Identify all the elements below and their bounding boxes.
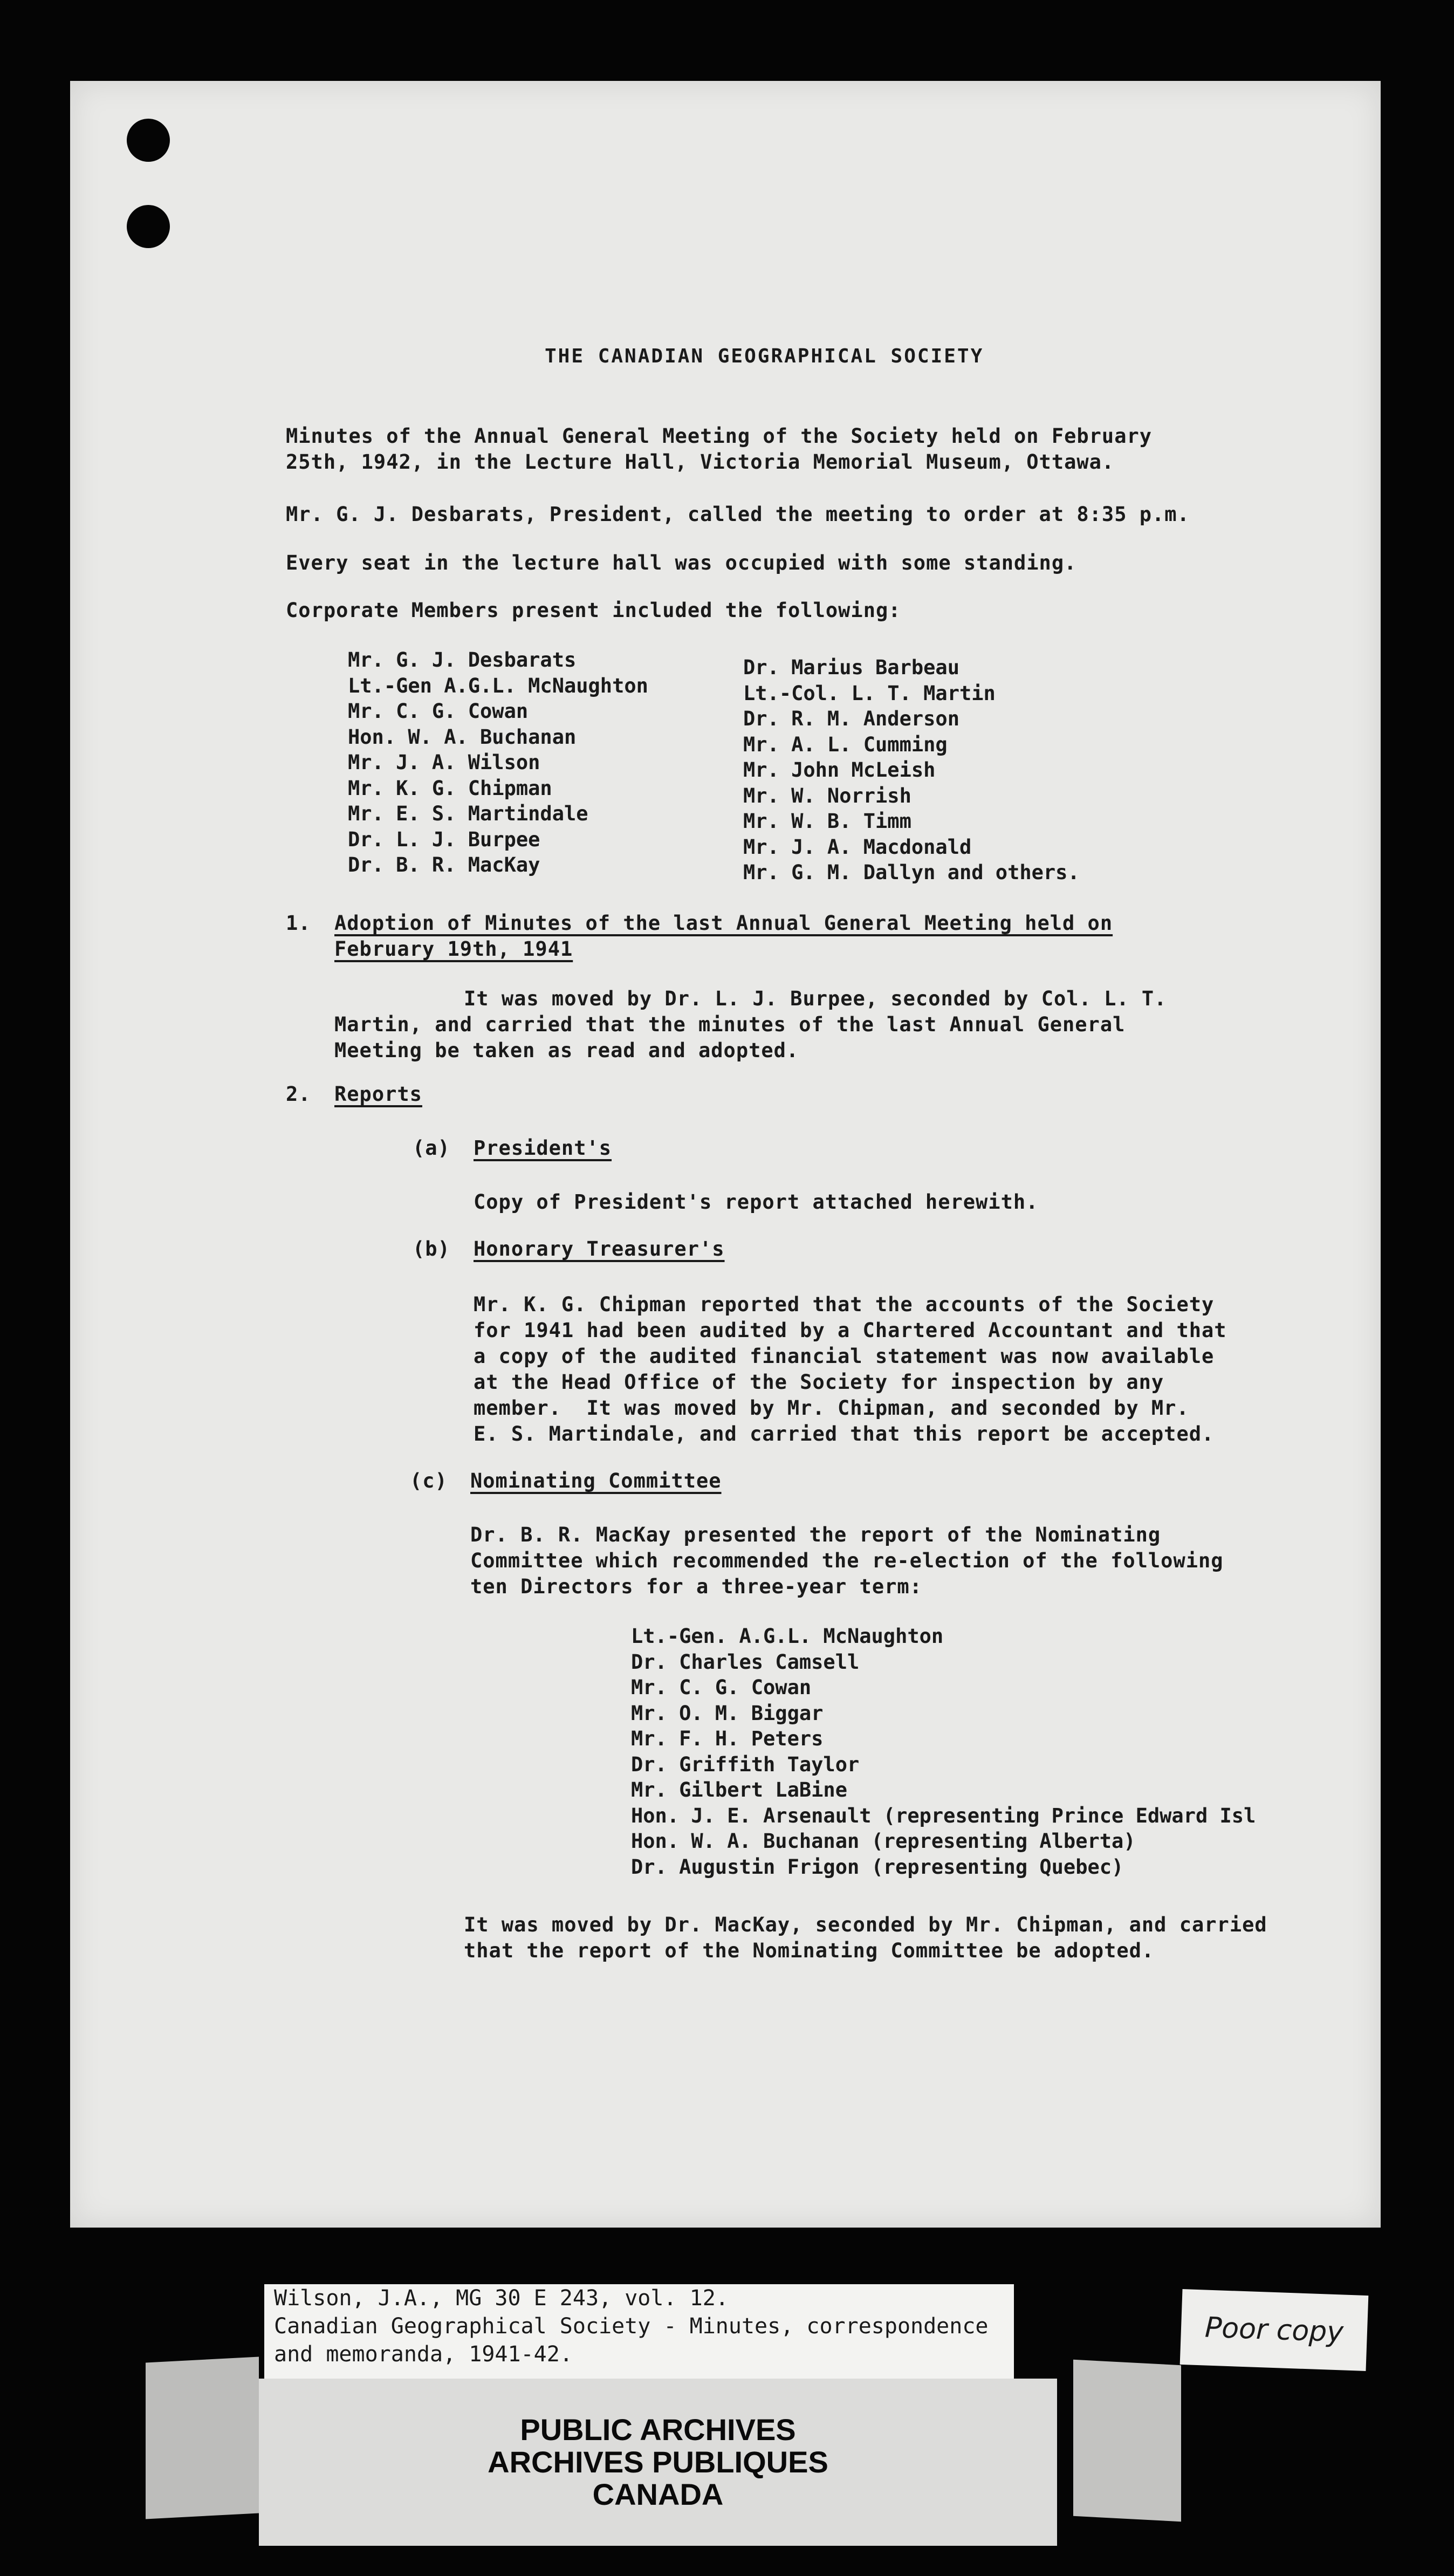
- stamp-band-left: [146, 2356, 259, 2519]
- item-1-body-line-3: Meeting be taken as read and adopted.: [334, 1039, 799, 1062]
- member-item: Dr. B. R. MacKay: [348, 853, 540, 876]
- member-item: Mr. K. G. Chipman: [348, 776, 552, 800]
- director-item: Dr. Augustin Frigon (representing Quebec): [631, 1855, 1124, 1879]
- sub-a-body: Copy of President's report attached herewith.: [474, 1190, 1039, 1214]
- sub-a-label: (a): [413, 1136, 450, 1160]
- item-1-body-line-2: Martin, and carried that the minutes of the last Annual General: [334, 1013, 1126, 1036]
- sub-b-heading: Honorary Treasurer's: [474, 1237, 725, 1260]
- sub-c-body-line-3: ten Directors for a three-year term:: [470, 1575, 922, 1598]
- document-title: THE CANADIAN GEOGRAPHICAL SOCIETY: [545, 345, 984, 367]
- member-item: Mr. A. L. Cumming: [743, 732, 948, 756]
- sub-c-body-line-1: Dr. B. R. MacKay presented the report of the Nominating: [470, 1523, 1161, 1546]
- member-item: Dr. Marius Barbeau: [743, 656, 959, 679]
- binder-hole-top: [127, 119, 170, 162]
- sub-c-body-line-2: Committee which recommended the re-election of the following: [470, 1549, 1224, 1572]
- sub-a-heading: President's: [474, 1136, 612, 1160]
- member-item: Mr. J. A. Macdonald: [743, 835, 972, 859]
- stamp-line-3: CANADA: [592, 2477, 724, 2511]
- poor-copy-note: Poor copy: [1180, 2289, 1369, 2371]
- stamp-line-1: PUBLIC ARCHIVES: [520, 2413, 796, 2447]
- sub-b-body-line-3: a copy of the audited financial statement was now available: [474, 1345, 1215, 1368]
- director-item: Dr. Charles Camsell: [631, 1650, 860, 1674]
- member-item: Mr. J. A. Wilson: [348, 751, 540, 774]
- sub-c-heading: Nominating Committee: [470, 1469, 722, 1492]
- sub-b-body-line-1: Mr. K. G. Chipman reported that the accounts of the Society: [474, 1293, 1215, 1316]
- binder-hole-bottom: [127, 205, 170, 248]
- members-left-list: [348, 647, 648, 878]
- archive-label-line-1: Wilson, J.A., MG 30 E 243, vol. 12.: [274, 2286, 729, 2311]
- member-item: Dr. R. M. Anderson: [743, 707, 959, 730]
- director-item: Dr. Griffith Taylor: [631, 1752, 860, 1776]
- attendance-note: Every seat in the lecture hall was occupied with some standing.: [286, 551, 1077, 574]
- director-item: Mr. O. M. Biggar: [631, 1701, 824, 1725]
- sub-c-closing-line-2: that the report of the Nominating Committee be adopted.: [464, 1939, 1155, 1962]
- stamp-band-right: [1073, 2360, 1181, 2522]
- public-archives-stamp: [259, 2379, 1057, 2546]
- members-right-list: [743, 655, 1080, 886]
- call-to-order: Mr. G. J. Desbarats, President, called the meeting to order at 8:35 p.m.: [286, 503, 1190, 526]
- item-1-body-line-1: It was moved by Dr. L. J. Burpee, seconded by Col. L. T.: [464, 987, 1167, 1010]
- member-item: Mr. E. S. Martindale: [348, 802, 588, 825]
- director-item: Lt.-Gen. A.G.L. McNaughton: [631, 1625, 944, 1648]
- document-page: [70, 81, 1381, 2228]
- member-item: Mr. John McLeish: [743, 758, 936, 782]
- archive-label-line-2: Canadian Geographical Society - Minutes, correspondence: [274, 2314, 989, 2339]
- member-item: Mr. W. B. Timm: [743, 810, 911, 833]
- sub-b-label: (b): [413, 1237, 450, 1260]
- item-2-heading: Reports: [334, 1083, 422, 1106]
- sub-b-body-line-5: member. It was moved by Mr. Chipman, and seconded by Mr.: [474, 1396, 1189, 1420]
- archive-label-line-3: and memoranda, 1941-42.: [274, 2342, 573, 2367]
- member-item: Mr. W. Norrish: [743, 784, 911, 807]
- intro-line-2: 25th, 1942, in the Lecture Hall, Victoria Memorial Museum, Ottawa.: [286, 450, 1115, 474]
- member-item: Dr. L. J. Burpee: [348, 827, 540, 851]
- director-item: Mr. F. H. Peters: [631, 1727, 824, 1750]
- member-item: Hon. W. A. Buchanan: [348, 725, 577, 749]
- sub-b-body-line-2: for 1941 had been audited by a Chartered Accountant and that: [474, 1319, 1227, 1342]
- item-1-number: 1.: [286, 912, 311, 935]
- item-2-number: 2.: [286, 1083, 311, 1106]
- stamp-line-2: ARCHIVES PUBLIQUES: [488, 2445, 828, 2479]
- directors-list: [631, 1623, 1256, 1880]
- director-item: Hon. W. A. Buchanan (representing Alberta): [631, 1830, 1136, 1853]
- sub-c-closing-line-1: It was moved by Dr. MacKay, seconded by Mr. Chipman, and carried: [464, 1913, 1267, 1936]
- intro-line-1: Minutes of the Annual General Meeting of the Society held on February: [286, 424, 1153, 448]
- director-item: Hon. J. E. Arsenault (representing Prince Edward Isl: [631, 1804, 1256, 1827]
- members-intro: Corporate Members present included the following:: [286, 599, 901, 622]
- member-item: Lt.-Gen A.G.L. McNaughton: [348, 674, 648, 697]
- member-item: Mr. G. M. Dallyn and others.: [743, 861, 1080, 884]
- item-1-heading-line-1: Adoption of Minutes of the last Annual General Meeting held on: [334, 912, 1113, 935]
- director-item: Mr. C. G. Cowan: [631, 1676, 812, 1699]
- member-item: Mr. C. G. Cowan: [348, 700, 529, 723]
- director-item: Mr. Gilbert LaBine: [631, 1778, 847, 1801]
- member-item: Mr. G. J. Desbarats: [348, 648, 577, 672]
- item-1-heading-line-2: February 19th, 1941: [334, 937, 573, 961]
- sub-b-body-line-6: E. S. Martindale, and carried that this report be accepted.: [474, 1422, 1215, 1445]
- archive-label: [264, 2284, 1014, 2379]
- sub-b-body-line-4: at the Head Office of the Society for inspection by any: [474, 1371, 1164, 1394]
- sub-c-label: (c): [410, 1469, 448, 1492]
- member-item: Lt.-Col. L. T. Martin: [743, 681, 996, 705]
